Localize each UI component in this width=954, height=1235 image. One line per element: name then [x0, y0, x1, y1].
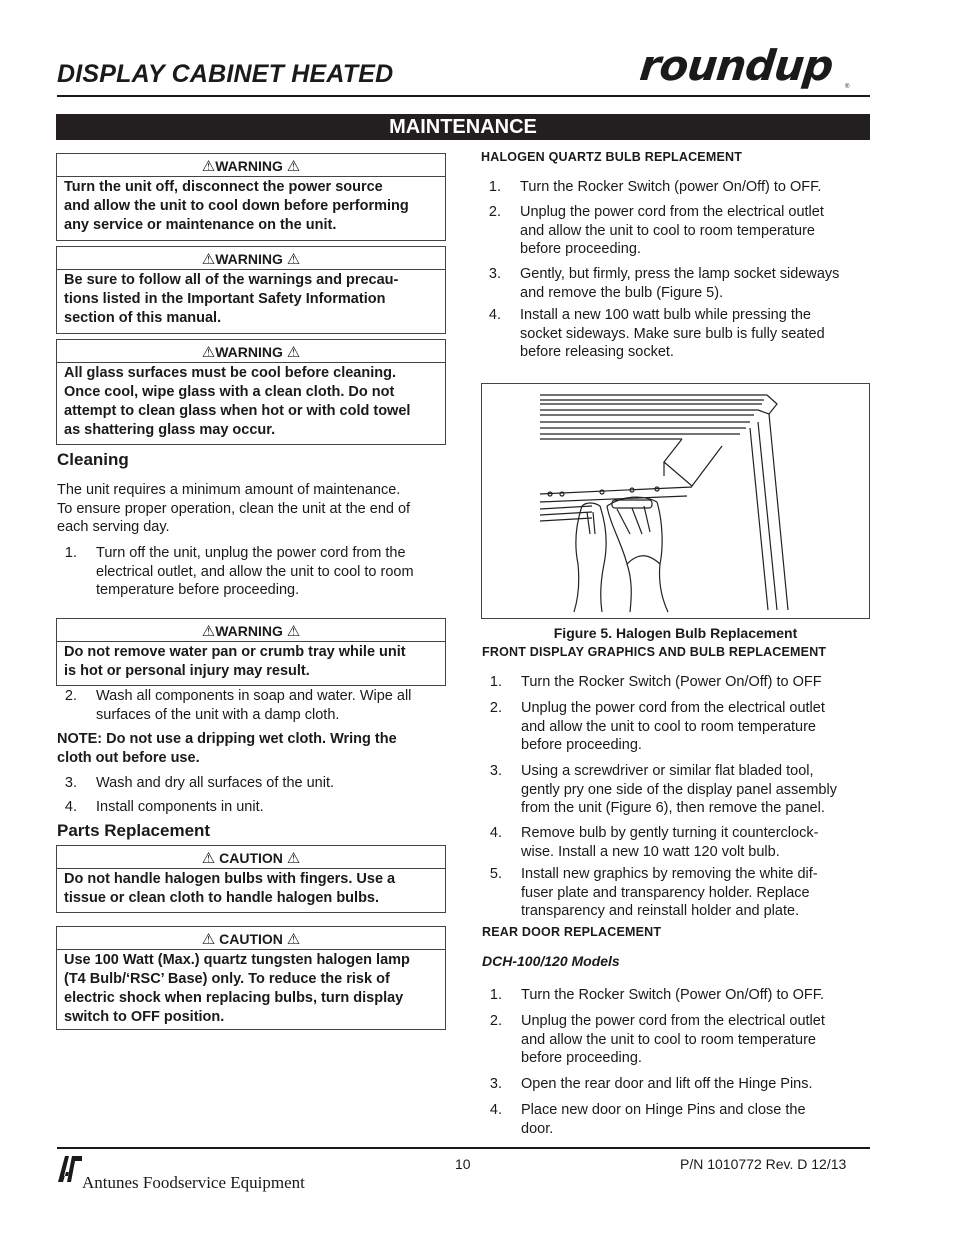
- step-number: 1.: [489, 987, 502, 1003]
- halogen-step-4: [481, 306, 871, 363]
- text-line: Turn the Rocker Switch (Power On/Off) to OFF: [521, 674, 822, 690]
- front-step-4: [482, 824, 872, 862]
- registered-mark: ®: [845, 84, 850, 90]
- text-line: before proceeding.: [521, 1050, 642, 1066]
- caution-line: Use 100 Watt (Max.) quartz tungsten halogen lamp: [64, 952, 410, 968]
- text-line: cloth out before use.: [57, 749, 200, 766]
- warning-icon: ⚠: [201, 344, 216, 361]
- step-text: [520, 203, 824, 259]
- warning-box-glass: [56, 339, 446, 445]
- warning-line: Once cool, wipe glass with a clean cloth. Do not: [64, 384, 395, 400]
- step-number: 3.: [489, 1076, 502, 1092]
- warning-label: WARNING: [215, 344, 283, 360]
- text-line: Gently, but firmly, press the lamp socket sideways: [520, 266, 840, 282]
- warning-header: [57, 247, 445, 270]
- step-number: 1.: [64, 545, 77, 561]
- caution-icon: ⚠: [286, 850, 301, 867]
- footer-rule: [57, 1147, 870, 1149]
- step-text: [521, 762, 837, 818]
- rear-step-1: [482, 986, 872, 1005]
- header-rule: [57, 95, 870, 97]
- step-number: 2.: [64, 688, 77, 704]
- warning-line: section of this manual.: [64, 310, 222, 326]
- warning-label: WARNING: [215, 158, 283, 174]
- warning-line: Do not remove water pan or crumb tray while unit: [64, 644, 406, 660]
- step-text: [520, 265, 839, 302]
- section-title: MAINTENANCE: [56, 114, 870, 140]
- caution-line: electric shock when replacing bulbs, turn display: [64, 990, 404, 1006]
- warning-icon: ⚠: [286, 251, 301, 268]
- caution-box-halogen: [56, 845, 446, 913]
- document-title: DISPLAY CABINET HEATED: [57, 60, 394, 88]
- cleaning-step-2: [57, 687, 447, 725]
- cleaning-step-1: [57, 544, 447, 602]
- warning-line: is hot or personal injury may result.: [64, 663, 310, 679]
- warning-line: any service or maintenance on the unit.: [64, 217, 337, 233]
- company-name: Antunes Foodservice Equipment: [82, 1173, 305, 1192]
- caution-label: CAUTION: [219, 850, 283, 866]
- text-line: socket sideways. Make sure bulb is fully seated: [520, 325, 825, 342]
- warning-box-water-pan: [56, 618, 446, 686]
- step-number: 4.: [489, 1102, 502, 1118]
- step-text: [521, 986, 824, 1005]
- caution-line: tissue or clean cloth to handle halogen bulbs.: [64, 890, 380, 906]
- figure-5-illustration: [481, 383, 870, 619]
- step-number: 1.: [488, 179, 501, 195]
- caution-line: switch to OFF position.: [64, 1009, 225, 1025]
- logo-wordmark: roundup: [637, 41, 836, 90]
- warning-header: [57, 340, 445, 363]
- text-line: and remove the bulb (Figure 5).: [520, 284, 724, 301]
- rear-door-heading: REAR DOOR REPLACEMENT: [482, 925, 662, 939]
- text-line: from the unit (Figure 6), then remove the panel.: [521, 800, 825, 816]
- text-line: door.: [521, 1120, 554, 1137]
- warning-icon: ⚠: [286, 344, 301, 361]
- caution-icon: ⚠: [201, 850, 216, 867]
- caution-header: [57, 846, 445, 869]
- note-text: [57, 730, 447, 767]
- step-text: [96, 544, 414, 600]
- figure-5-caption: Figure 5. Halogen Bulb Replacement: [553, 625, 798, 641]
- caution-box-wattage: [56, 926, 446, 1030]
- front-step-5: [482, 865, 872, 922]
- roundup-logo: [637, 41, 876, 94]
- warning-line: as shattering glass may occur.: [64, 422, 276, 438]
- halogen-heading: HALOGEN QUARTZ BULB REPLACEMENT: [481, 150, 743, 164]
- warning-line: tions listed in the Important Safety Information: [64, 291, 386, 307]
- caution-line: Do not handle halogen bulbs with fingers. Use a: [64, 871, 396, 887]
- text-line: before releasing socket.: [520, 344, 674, 360]
- text-line: Turn the Rocker Switch (power On/Off) to OFF.: [520, 179, 822, 195]
- text-line: and allow the unit to cool to room temperature: [521, 718, 816, 735]
- step-text: [521, 824, 818, 861]
- step-number: 3.: [64, 775, 77, 791]
- cleaning-intro: [57, 481, 447, 537]
- text-line: The unit requires a minimum amount of maintenance.: [57, 482, 401, 498]
- warning-line: All glass surfaces must be cool before cleaning.: [64, 365, 396, 381]
- warning-icon: ⚠: [286, 158, 301, 175]
- text-line: Install a new 100 watt bulb while pressing the: [520, 307, 811, 323]
- step-text: [521, 865, 818, 921]
- step-number: 4.: [488, 307, 501, 323]
- step-text: [521, 1101, 806, 1138]
- warning-text: [57, 363, 445, 440]
- front-display-heading: FRONT DISPLAY GRAPHICS AND BULB REPLACEMENT: [482, 645, 827, 659]
- front-step-3: [482, 762, 872, 819]
- warning-header: [57, 154, 445, 177]
- part-number: P/N 1010772 Rev. D 12/13: [680, 1156, 847, 1172]
- warning-text: [57, 270, 445, 328]
- text-line: Place new door on Hinge Pins and close the: [521, 1102, 806, 1118]
- caution-line: (T4 Bulb/‘RSC’ Base) only. To reduce the risk of: [64, 971, 390, 987]
- step-number: 5.: [489, 866, 502, 882]
- text-line: Turn off the unit, unplug the power cord from the: [96, 545, 406, 561]
- text-line: gently pry one side of the display panel assembly: [521, 781, 837, 798]
- rear-step-4: [482, 1101, 872, 1139]
- step-number: 1.: [489, 674, 502, 690]
- step-text: [521, 1075, 813, 1094]
- warning-box-safety: [56, 246, 446, 334]
- warning-icon: ⚠: [201, 158, 216, 175]
- step-text: [521, 699, 825, 755]
- cleaning-step-4: [57, 798, 447, 817]
- text-line: Install new graphics by removing the white dif-: [521, 866, 818, 882]
- text-line: Unplug the power cord from the electrical outlet: [521, 1013, 825, 1029]
- text-line: NOTE: Do not use a dripping wet cloth. Wring the: [57, 731, 397, 747]
- step-text: [520, 178, 821, 197]
- warning-icon: ⚠: [286, 623, 301, 640]
- text-line: Unplug the power cord from the electrical outlet: [521, 700, 825, 716]
- caution-icon: ⚠: [201, 931, 216, 948]
- caution-icon: ⚠: [286, 931, 301, 948]
- warning-text: [57, 642, 445, 681]
- text-line: Wash all components in soap and water. Wipe all: [96, 688, 412, 704]
- caution-label: CAUTION: [219, 931, 283, 947]
- warning-line: Turn the unit off, disconnect the power source: [64, 179, 383, 195]
- text-line: To ensure proper operation, clean the unit at the end of: [57, 500, 411, 517]
- text-line: before proceeding.: [520, 241, 641, 257]
- halogen-step-2: [481, 203, 871, 260]
- warning-line: and allow the unit to cool down before performing: [64, 198, 409, 214]
- warning-line: attempt to clean glass when hot or with cold towel: [64, 403, 411, 419]
- text-line: fuser plate and transparency holder. Replace: [521, 884, 810, 901]
- step-text: [520, 306, 825, 362]
- text-line: before proceeding.: [521, 737, 642, 753]
- rear-step-2: [482, 1012, 872, 1069]
- halogen-bulb-illustration: [482, 384, 869, 618]
- text-line: and allow the unit to cool to room temperature: [520, 222, 815, 239]
- step-number: 4.: [64, 799, 77, 815]
- text-line: and allow the unit to cool to room temperature: [521, 1031, 816, 1048]
- warning-header: [57, 619, 445, 642]
- text-line: Using a screwdriver or similar flat bladed tool,: [521, 763, 814, 779]
- step-number: 3.: [489, 763, 502, 779]
- step-text: Wash and dry all surfaces of the unit.: [96, 775, 335, 791]
- warning-label: WARNING: [215, 251, 283, 267]
- step-text: [521, 1012, 825, 1068]
- rear-step-3: [482, 1075, 872, 1094]
- text-line: Open the rear door and lift off the Hinge Pins.: [521, 1076, 813, 1092]
- text-line: Turn the Rocker Switch (Power On/Off) to OFF.: [521, 987, 824, 1003]
- warning-box-power: [56, 153, 446, 241]
- text-line: transparency and reinstall holder and plate.: [521, 903, 800, 919]
- step-number: 2.: [489, 1013, 502, 1029]
- warning-line: Be sure to follow all of the warnings and precau-: [64, 272, 399, 288]
- cleaning-step-3: [57, 774, 447, 793]
- caution-header: [57, 927, 445, 950]
- caution-text: [57, 869, 445, 908]
- step-number: 4.: [489, 825, 502, 841]
- caution-text: [57, 950, 445, 1027]
- antunes-logo-icon: [56, 1152, 84, 1188]
- rear-door-models: DCH-100/120 Models: [482, 953, 620, 969]
- warning-label: WARNING: [215, 623, 283, 639]
- text-line: wise. Install a new 10 watt 120 volt bulb.: [521, 843, 780, 860]
- warning-icon: ⚠: [201, 623, 216, 640]
- step-number: 3.: [488, 266, 501, 282]
- step-text: [96, 687, 411, 724]
- text-line: electrical outlet, and allow the unit to cool to room: [96, 563, 414, 580]
- text-line: Remove bulb by gently turning it counterclock-: [521, 825, 819, 841]
- step-number: 2.: [488, 204, 501, 220]
- text-line: temperature before proceeding.: [96, 582, 300, 598]
- parts-replacement-heading: Parts Replacement: [57, 821, 211, 840]
- warning-icon: ⚠: [201, 251, 216, 268]
- text-line: Unplug the power cord from the electrical outlet: [520, 204, 824, 220]
- front-step-2: [482, 699, 872, 756]
- page-number: 10: [455, 1156, 471, 1172]
- halogen-step-3: [481, 265, 871, 303]
- text-line: each serving day.: [57, 519, 170, 535]
- step-text: [521, 673, 822, 692]
- halogen-step-1: [481, 178, 871, 197]
- step-text: Install components in unit.: [96, 799, 264, 815]
- text-line: surfaces of the unit with a damp cloth.: [96, 706, 340, 723]
- step-number: 2.: [489, 700, 502, 716]
- warning-text: [57, 177, 445, 235]
- front-step-1: [482, 673, 872, 692]
- cleaning-heading: Cleaning: [57, 450, 129, 469]
